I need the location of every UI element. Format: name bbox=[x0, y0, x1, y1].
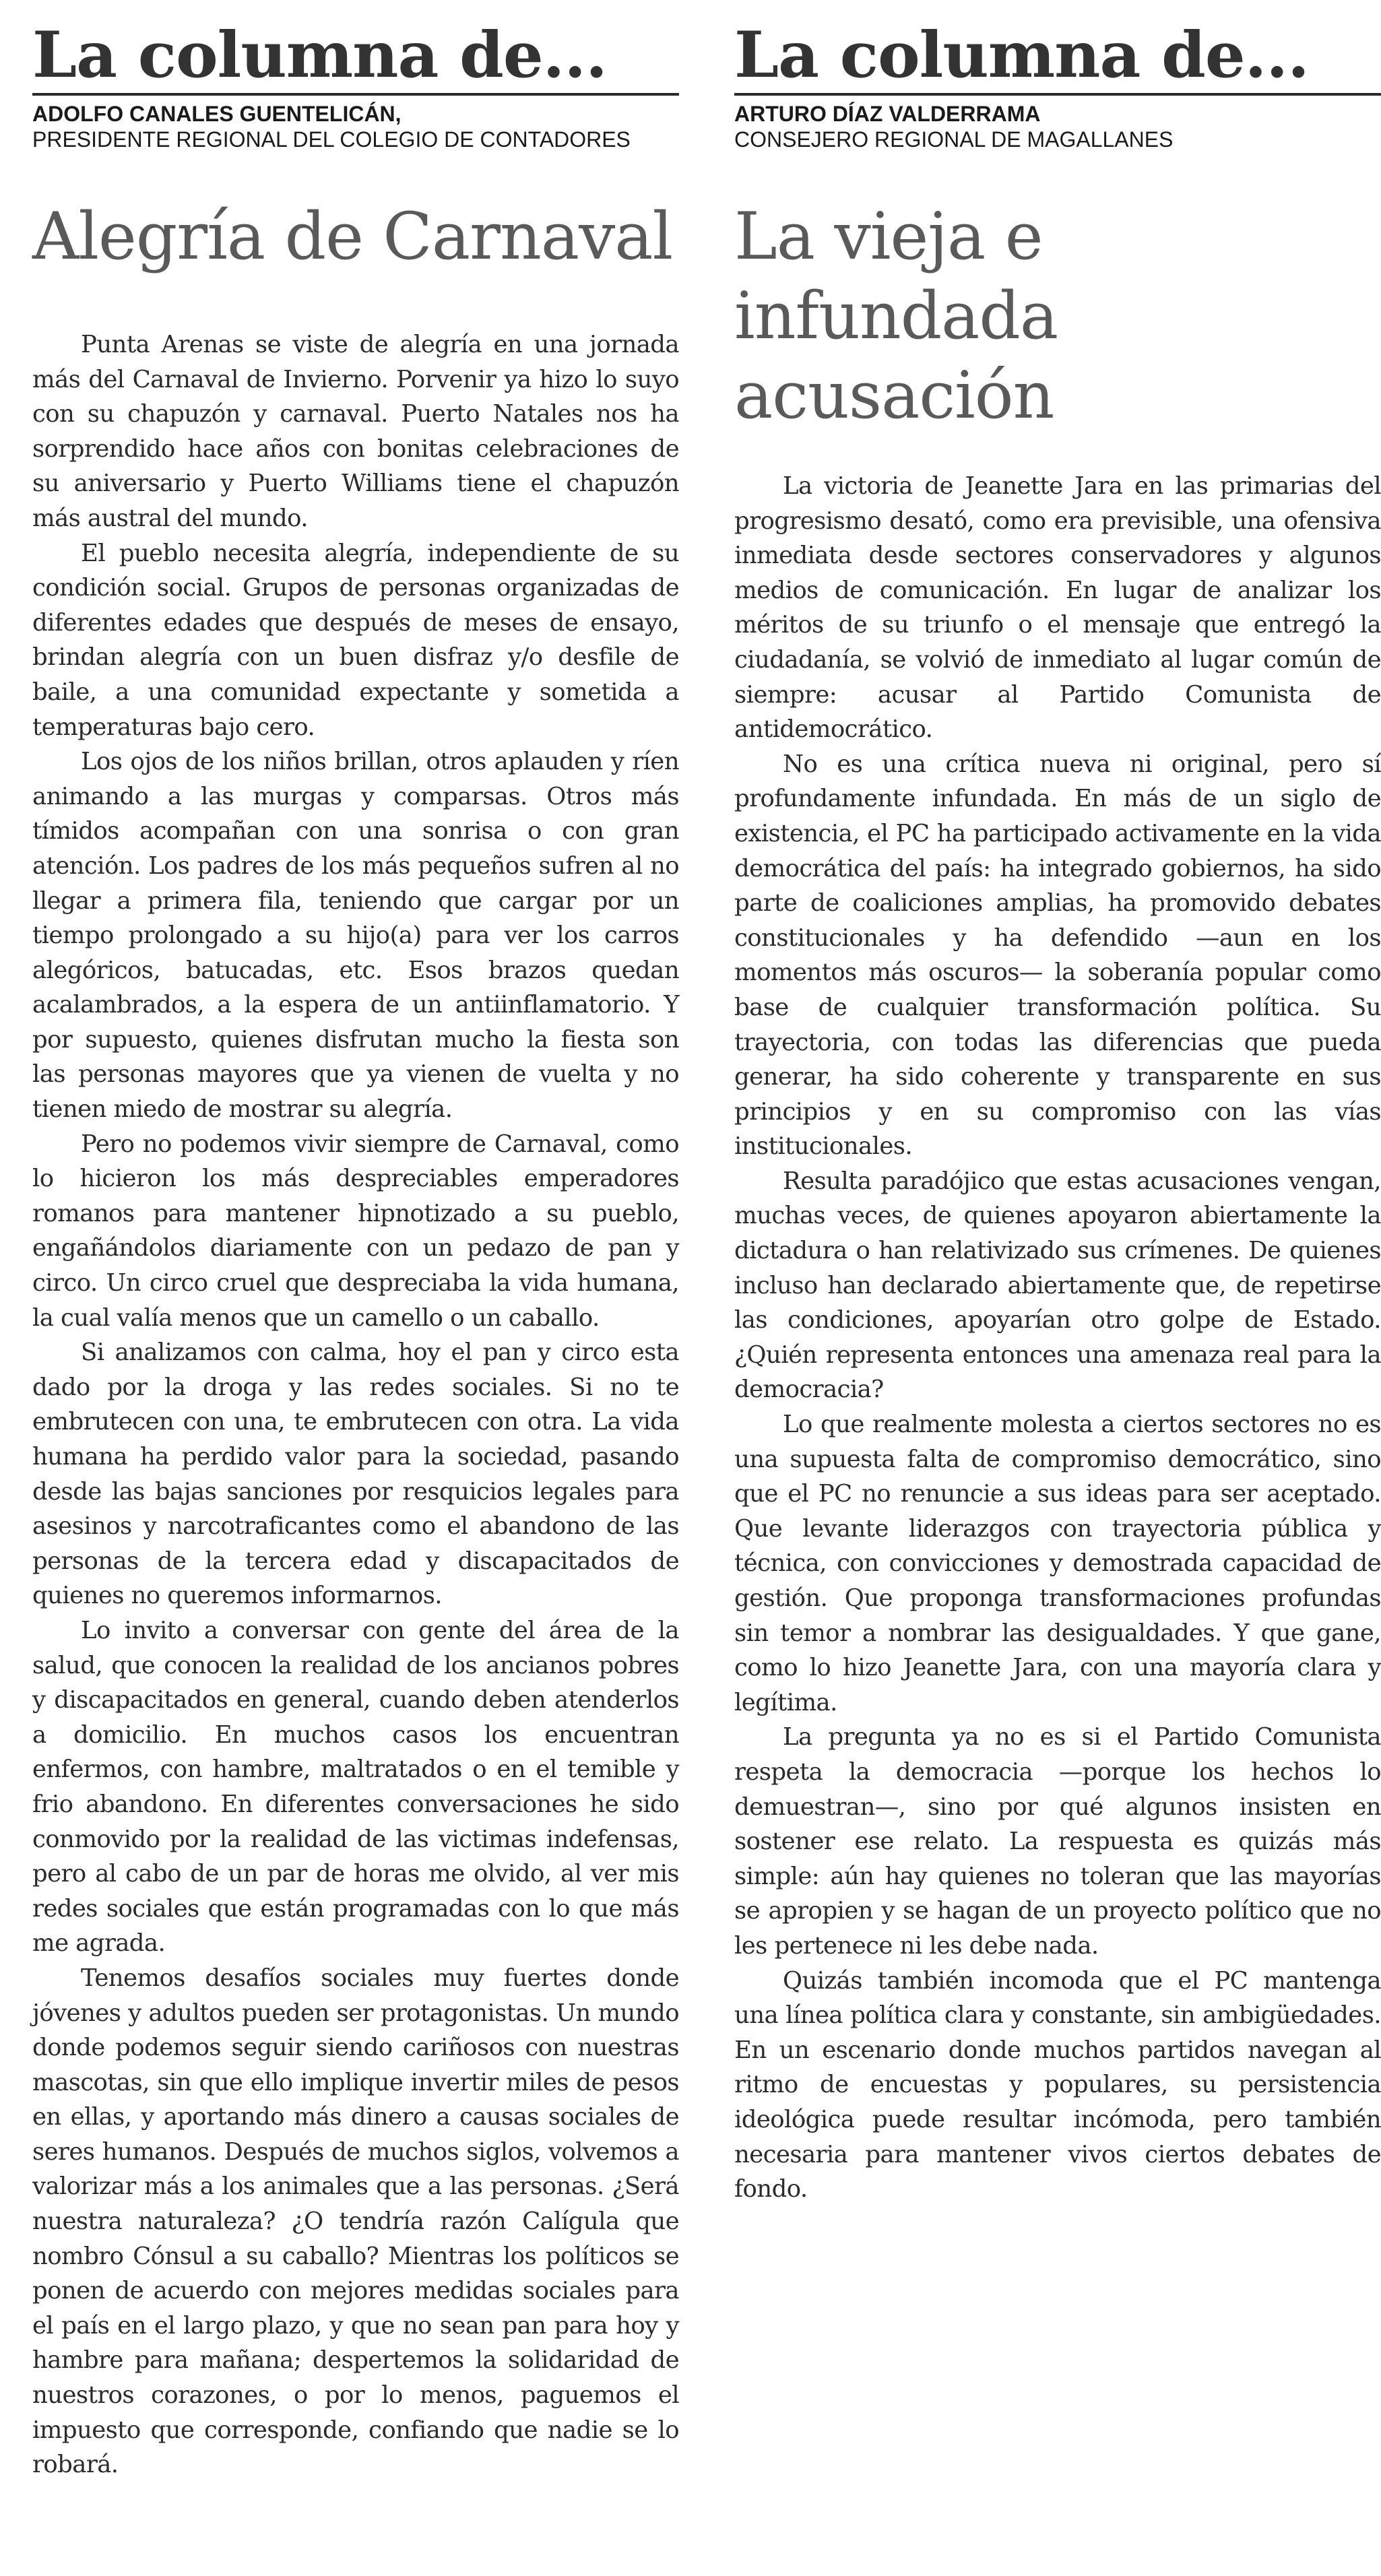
paragraph: No es una crítica nueva ni original, pero sí profundamente infundada. En más de un siglo de existencia, el PC ha participado activamente en la vida democrática del país: ha integrado gobiernos, ha sido parte de coaliciones amplias, ha promovido debates constitucionales y ha defendido —aun en los momentos más oscuros— la soberanía popular como base de cualquier transformación política. Su trayectoria, con todas las diferencias que pueda generar, ha sido coherente y transparente en sus principios y en su compromiso con las vías institucionales. bbox=[734, 750, 1381, 1161]
paragraph: Tenemos desafíos sociales muy fuertes donde jóvenes y adultos pueden ser protagonistas. Un mundo donde podemos seguir siendo cariñosos con nuestras mascotas, sin que ello implique invertir miles de pesos en ellas, y aportando más dinero a causas sociales de seres humanos. Después de muchos siglos, volvemos a valorizar más a los animales que a las personas. ¿Será nuestra naturaleza? ¿O tendría razón Calígula que nombro Cónsul a su caballo? Mientras los políticos se ponen de acuerdo con mejores medidas sociales para el país en el largo plazo, y que no sean pan para hoy y hambre para mañana; despertemos la solidaridad de nuestros corazones, o por lo menos, paguemos el impuesto que corresponde, confiando que nadie se lo robará. bbox=[32, 1964, 679, 2479]
article-headline: La vieja e infundada acusación bbox=[734, 199, 1058, 433]
byline bbox=[32, 101, 679, 152]
byline bbox=[734, 101, 1381, 152]
article-headline: Alegría de Carnaval bbox=[32, 199, 673, 274]
paragraph: Punta Arenas se viste de alegría en una jornada más del Carnaval de Invierno. Porvenir ya hizo lo suyo con su chapuzón y carnaval. Puerto Natales nos ha sorprendido hace años con bonitas celebraciones de su aniversario y Puerto Williams tiene el chapuzón más austral del mundo. bbox=[32, 331, 679, 532]
paragraph: Quizás también incomoda que el PC mantenga una línea política clara y constante, sin ambigüedades. En un escenario donde muchos partidos navegan al ritmo de encuestas y populares, su persistencia ideológica puede resultar incómoda, pero también necesaria para mantener vivos ciertos debates de fondo. bbox=[734, 1966, 1381, 2203]
paragraph: Los ojos de los niños brillan, otros aplauden y ríen animando a las murgas y comparsas. Otros más tímidos acompañan con una sonrisa o con gran atención. Los padres de los más pequeños sufren al no llegar a primera fila, teniendo que cargar por un tiempo prolongado a su hijo(a) para ver los carros alegóricos, batucadas, etc. Esos brazos quedan acalambrados, a la espera de un antiinflamatorio. Y por supuesto, quienes disfrutan mucho la fiesta son las personas mayores que ya vienen de vuelta y no tienen miedo de mostrar su alegría. bbox=[32, 748, 679, 1124]
paragraph: La pregunta ya no es si el Partido Comunista respeta la democracia —porque los hechos lo demuestran—, sino por qué algunos insisten en sostener ese relato. La respuesta es quizás más simple: aún hay quienes no toleran que las mayorías se apropien y se hagan de un proyecto político que no les pertenece ni les debe nada. bbox=[734, 1723, 1381, 1960]
column-kicker: La columna de... bbox=[32, 18, 607, 92]
author-role: PRESIDENTE REGIONAL DEL COLEGIO DE CONTADORES bbox=[32, 127, 631, 152]
paragraph: Pero no podemos vivir siempre de Carnaval, como lo hicieron los más despreciables emperadores romanos para mantener hipnotizado a su pueblo, engañándolos diariamente con un pedazo de pan y circo. Un circo cruel que despreciaba la vida humana, la cual valía menos que un camello o un caballo. bbox=[32, 1130, 679, 1332]
paragraph: El pueblo necesita alegría, independiente de su condición social. Grupos de personas organizadas de diferentes edades que después de meses de ensayo, brindan alegría con un buen disfraz y/o desfile de baile, a una comunidad expectante y sometida a temperaturas bajo cero. bbox=[32, 539, 679, 741]
author-name: ARTURO DÍAZ VALDERRAMA bbox=[734, 102, 1041, 126]
column-kicker: La columna de... bbox=[734, 18, 1309, 92]
kicker-rule bbox=[734, 93, 1381, 96]
paragraph: La victoria de Jeanette Jara en las primarias del progresismo desató, como era previsible, una ofensiva inmediata desde sectores conservadores y algunos medios de comunicación. En lugar de analizar los méritos de su triunfo o el mensaje que entregó la ciudadanía, se volvió de inmediato al lugar común de siempre: acusar al Partido Comunista de antidemocrático. bbox=[734, 472, 1381, 744]
author-name: ADOLFO CANALES GUENTELICÁN, bbox=[32, 102, 402, 126]
paragraph: Lo invito a conversar con gente del área de la salud, que conocen la realidad de los ancianos pobres y discapacitados en general, cuando deben atenderlos a domicilio. En muchos casos los encuentran enfermos, con hambre, maltratados o en el temible y frio abandono. En diferentes conversaciones he sido conmovido por la realidad de las victimas indefensas, pero al cabo de un par de horas me olvido, al ver mis redes sociales que están programadas con lo que más me agrada. bbox=[32, 1616, 679, 1958]
paragraph: Resulta paradójico que estas acusaciones vengan, muchas veces, de quienes apoyaron abiertamente la dictadura o han relativizado sus crímenes. De quienes incluso han declarado abiertamente que, de repetirse las condiciones, apoyarían otro golpe de Estado. ¿Quién representa entonces una amenaza real para la democracia? bbox=[734, 1167, 1381, 1404]
left-column bbox=[32, 20, 679, 2482]
kicker-rule bbox=[32, 93, 679, 96]
paragraph: Lo que realmente molesta a ciertos sectores no es una supuesta falta de compromiso democrático, sino que el PC no renuncie a sus ideas para ser aceptado. Que levante liderazgos con trayectoria pública y técnica, con convicciones y demostrada capacidad de gestión. Que proponga transformaciones profundas sin temor a nombrar las desigualdades. Y que gane, como lo hizo Jeanette Jara, con una mayoría clara y legítima. bbox=[734, 1411, 1381, 1716]
paragraph: Si analizamos con calma, hoy el pan y circo esta dado por la droga y las redes sociales. Si no te embrutecen con una, te embrutecen con otra. La vida humana ha perdido valor para la sociedad, pasando desde las bajas sanciones por resquicios legales para asesinos y narcotraficantes como el abandono de las personas de la tercera edad y discapacitados de quienes no queremos informarnos. bbox=[32, 1339, 679, 1610]
right-column bbox=[734, 18, 1381, 2207]
right-column-inner bbox=[734, 20, 1381, 2207]
article-body bbox=[734, 469, 1381, 2207]
author-role: CONSEJERO REGIONAL DE MAGALLANES bbox=[734, 127, 1174, 152]
article-body bbox=[32, 327, 679, 2482]
